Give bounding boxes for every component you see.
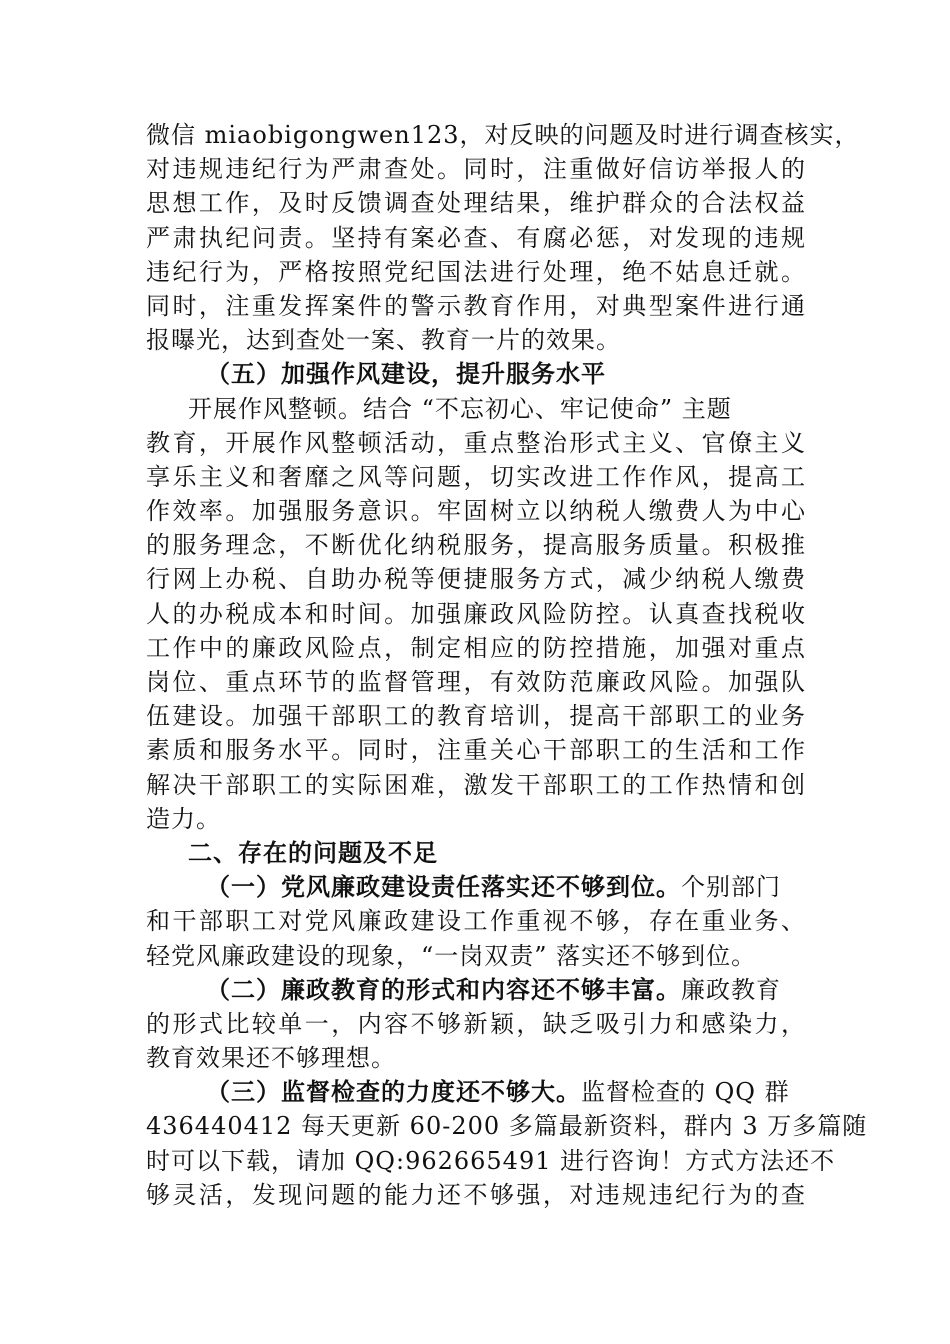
paragraph-line: 教育，开展作风整顿活动，重点整治形式主义、官僚主义 [146,428,806,457]
subheading-inline: （一）党风廉政建设责任落实还不够到位。 [206,872,681,902]
paragraph-line: 人的办税成本和时间。加强廉政风险防控。认真查找税收 [146,599,806,628]
paragraph-line: 教育效果还不够理想。 [146,1044,396,1073]
paragraph-text: 廉政教育 [681,975,781,1004]
paragraph-line: 行网上办税、自助办税等便捷服务方式，减少纳税人缴费 [146,565,806,594]
paragraph-line: 解决干部职工的实际困难，激发干部职工的工作热情和创 [146,770,806,799]
paragraph-line: 的服务理念，不断优化纳税服务，提高服务质量。积极推 [146,531,806,560]
paragraph-line [146,870,806,904]
paragraph-line: 同时，注重发挥案件的警示教育作用，对典型案件进行通 [146,291,806,320]
paragraph-line: 素质和服务水平。同时，注重关心干部职工的生活和工作 [146,736,806,765]
paragraph-line: 伍建设。加强干部职工的教育培训，提高干部职工的业务 [146,702,806,731]
paragraph-line [146,1075,806,1109]
paragraph-line: 对违规违纪行为严肃查处。同时，注重做好信访举报人的 [146,155,806,184]
paragraph-text: 监督检查的 QQ 群 [581,1078,790,1107]
paragraph-line: 作效率。加强服务意识。牢固树立以纳税人缴费人为中心 [146,497,806,526]
paragraph-line: 思想工作，及时反馈调查处理结果，维护群众的合法权益 [146,189,806,218]
paragraph-line: 时可以下载，请加 QQ:962665491 进行咨询！方式方法还不 [146,1146,836,1175]
paragraph-line: 436440412 每天更新 60-200 多篇最新资料，群内 3 万多篇随 [146,1112,868,1141]
subheading-inline: （三）监督检查的力度还不够大。 [206,1077,581,1107]
paragraph-line: 开展作风整顿。结合 “不忘初心、牢记使命” 主题 [188,394,732,423]
paragraph-line: 享乐主义和奢靡之风等问题，切实改进工作作风，提高工 [146,462,806,491]
paragraph-line: 和干部职工对党风廉政建设工作重视不够，存在重业务、 [146,907,806,936]
paragraph-line: 够灵活，发现问题的能力还不够强，对违规违纪行为的查 [146,1180,806,1209]
paragraph-line: 轻党风廉政建设的现象，“一岗双责” 落实还不够到位。 [146,941,757,970]
paragraph-line: 严肃执纪问责。坚持有案必查、有腐必惩，对发现的违规 [146,223,806,252]
paragraph-text: 个别部门 [681,873,781,902]
document-body [146,118,868,1212]
paragraph-line [146,973,806,1007]
chapter-heading: 二、存在的问题及不足 [188,838,438,867]
paragraph-line: 微信 miaobigongwen123，对反映的问题及时进行调查核实， [146,121,860,149]
paragraph-line: 岗位、重点环节的监督管理，有效防范廉政风险。加强队 [146,668,806,696]
subheading-inline: （二）廉政教育的形式和内容还不够丰富。 [206,974,681,1004]
paragraph-line: 造力。 [146,804,221,833]
paragraph-line: 违纪行为，严格按照党纪国法进行处理，绝不姑息迁就。 [146,257,806,286]
paragraph-line: 工作中的廉政风险点，制定相应的防控措施，加强对重点 [146,633,806,662]
paragraph-line: 的形式比较单一，内容不够新颖，缺乏吸引力和感染力， [146,1009,806,1038]
section-heading: （五）加强作风建设，提升服务水平 [206,359,606,389]
paragraph-line: 报曝光，达到查处一案、教育一片的效果。 [146,326,621,355]
